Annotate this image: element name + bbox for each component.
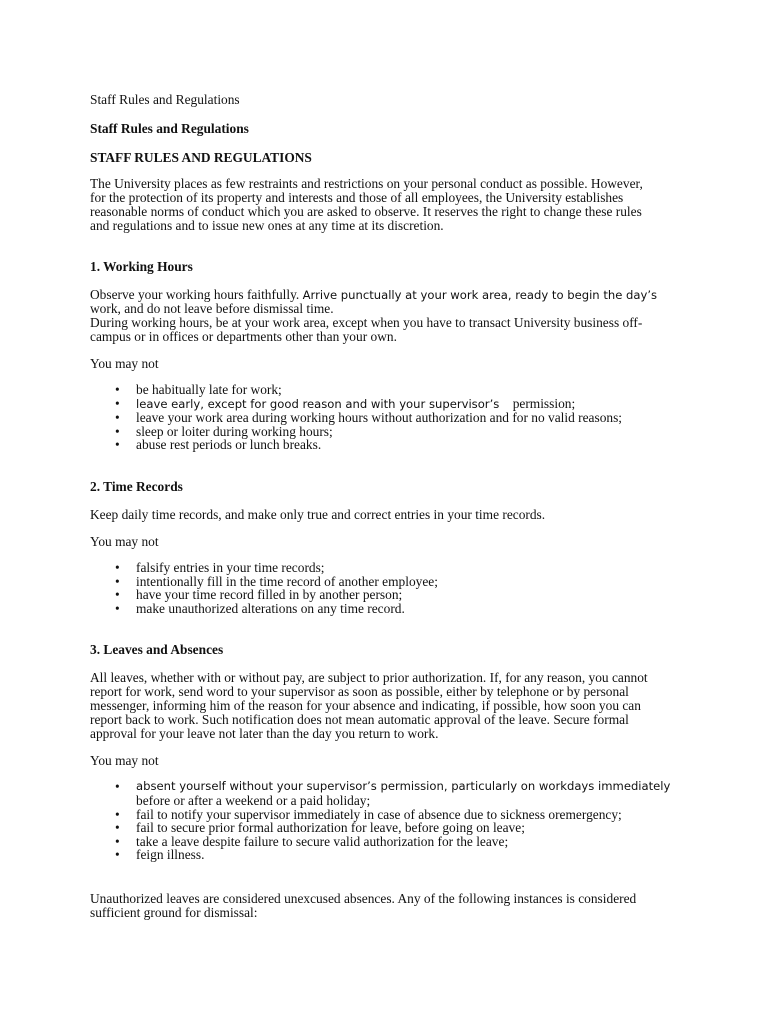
working-hours-paragraph: [90, 288, 680, 344]
paragraph-line: campus or in offices or departments other than your own.: [90, 329, 397, 344]
list-item-text: feign illness.: [136, 847, 205, 863]
working-hours-list: [90, 383, 680, 452]
intro-line: and regulations and to issue new ones at any time at its discretion.: [90, 218, 444, 233]
list-item-text: have your time record filled in by another person;: [136, 587, 403, 603]
paragraph-line: messenger, informing him of the reason for your absence and indicating, if possible, how soon you can: [90, 698, 641, 714]
list-item-text: intentionally fill in the time record of another employee;: [136, 573, 438, 589]
list-item: [90, 588, 680, 602]
list-item-text: • absent yourself without your supervisor’s permission, particularly on workdays immediately: [136, 779, 671, 794]
you-may-not-label: You may not: [90, 533, 159, 549]
paragraph-line: report back to work. Such notification does not mean automatic approval of the leave. Secure formal: [90, 712, 629, 728]
paragraph-line: All leaves, whether with or without pay, are subject to prior authorization. If, for any reason, you cannot: [90, 670, 648, 686]
paragraph-line: Keep daily time records, and make only true and correct entries in your time records.: [90, 506, 546, 522]
list-item-text: fail to notify your supervisor immediately in case of absence due to sickness oremergency;: [136, 806, 622, 822]
list-item: [90, 575, 680, 589]
intro-paragraph: [90, 177, 680, 233]
paragraph-line: [90, 288, 680, 302]
list-item-text: fail to secure prior formal authorization for leave, before going on leave;: [136, 820, 525, 836]
paragraph-line: sufficient ground for dismissal:: [90, 904, 258, 920]
section-heading-time-records: 2. Time Records: [90, 478, 183, 494]
list-item-text: take a leave despite failure to secure valid authorization for the leave;: [136, 833, 509, 849]
intro-line: reasonable norms of conduct which you are asked to observe. It reserves the right to change these rules: [90, 204, 642, 219]
list-item-text: leave your work area during working hours without authorization and for no valid reasons;: [136, 410, 623, 426]
list-item-text: sleep or loiter during working hours;: [136, 423, 333, 439]
list-item-text: before or after a weekend or a paid holiday;: [136, 792, 371, 808]
list-item: [90, 438, 680, 452]
you-may-not-label: You may not: [90, 753, 159, 769]
list-item-text: abuse rest periods or lunch breaks.: [136, 437, 322, 453]
list-item-text: falsify entries in your time records;: [136, 559, 325, 575]
paragraph-line: Unauthorized leaves are considered unexcused absences. Any of the following instances is considered: [90, 890, 637, 906]
leaves-paragraph: [90, 671, 680, 741]
document-title-bold: Staff Rules and Regulations: [90, 121, 249, 136]
leaves-list: [90, 780, 680, 862]
you-may-not-label: You may not: [90, 356, 159, 371]
list-item-text: permission;: [512, 395, 576, 411]
intro-line: The University places as few restraints and restrictions on your personal conduct as possible. However,: [90, 176, 643, 191]
time-records-list: [90, 561, 680, 615]
list-item: [90, 602, 680, 616]
list-item: [90, 808, 680, 822]
list-item: [90, 411, 680, 425]
document-title-caps: STAFF RULES AND REGULATIONS: [90, 150, 312, 165]
section-heading-working-hours: 1. Working Hours: [90, 259, 193, 274]
list-item: [90, 383, 680, 397]
paragraph-line: report for work, send word to your supervisor as soon as possible, either by telephone or by personal: [90, 684, 629, 700]
list-item-text: leave early, except for good reason and with your supervisor’s: [136, 396, 500, 411]
list-item: [90, 780, 680, 807]
section-heading-leaves-and-absences: 3. Leaves and Absences: [90, 642, 224, 658]
unauthorized-leaves-paragraph: [90, 892, 680, 920]
paragraph-text: Observe your working hours faithfully.: [90, 287, 303, 302]
document-title-plain: Staff Rules and Regulations: [90, 92, 240, 107]
paragraph-text: Arrive punctually at your work area, ready to begin the day’s: [302, 288, 658, 302]
paragraph-line: work, and do not leave before dismissal time.: [90, 301, 334, 316]
paragraph-line: During working hours, be at your work area, except when you have to transact University business off-: [90, 315, 643, 330]
paragraph-line: approval for your leave not later than the day you return to work.: [90, 726, 439, 742]
list-item: [90, 821, 680, 835]
list-item: [90, 425, 680, 439]
time-records-paragraph: [90, 508, 680, 522]
intro-line: for the protection of its property and interests and those of all employees, the University establishes: [90, 190, 624, 205]
list-item: [90, 835, 680, 849]
list-item: [90, 397, 680, 412]
list-item: [90, 561, 680, 575]
list-item: [90, 848, 680, 862]
list-item-text: make unauthorized alterations on any time record.: [136, 600, 405, 616]
list-item-text: be habitually late for work;: [136, 382, 282, 397]
document-page: [90, 93, 680, 920]
